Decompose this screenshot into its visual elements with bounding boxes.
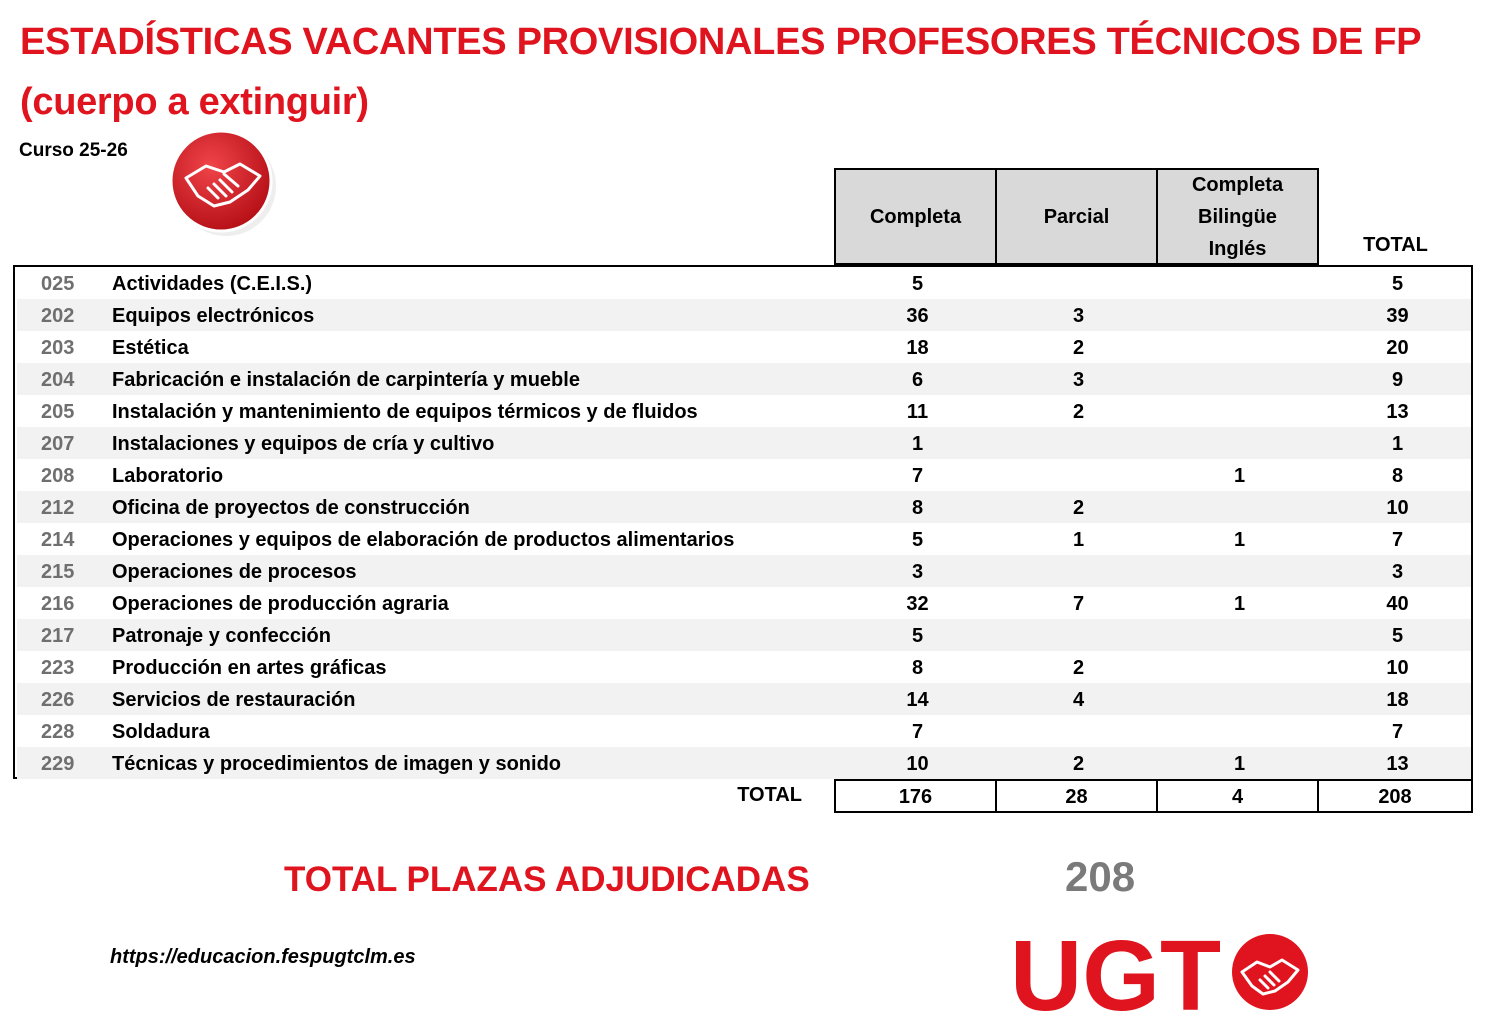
row-code: 208 <box>41 465 75 487</box>
header-completa: Completa <box>834 168 997 265</box>
row-code: 214 <box>41 529 75 551</box>
header-total: TOTAL <box>1363 234 1428 256</box>
cell-completa: 5 <box>911 625 924 647</box>
row-name: Fabricación e instalación de carpintería y mueble <box>112 369 580 391</box>
total-completa: 176 <box>834 779 997 813</box>
cell-completa: 14 <box>906 689 929 711</box>
table-row <box>17 267 1471 299</box>
cell-completa: 7 <box>911 465 924 487</box>
table-row <box>17 619 1471 651</box>
cell-total: 10 <box>1386 497 1409 519</box>
header-parcial: Parcial <box>995 168 1158 265</box>
table-row <box>17 587 1471 619</box>
table-row <box>17 715 1471 747</box>
cell-total: 18 <box>1386 689 1409 711</box>
row-name: Técnicas y procedimientos de imagen y sonido <box>112 753 562 775</box>
cell-parcial: 2 <box>1072 401 1085 423</box>
cell-completa: 8 <box>911 657 924 679</box>
row-name: Laboratorio <box>112 465 224 487</box>
row-name: Instalaciones y equipos de cría y cultivo <box>112 433 495 455</box>
page-title <box>20 12 1460 132</box>
table-row <box>17 491 1471 523</box>
cell-completa: 3 <box>911 561 924 583</box>
row-code: 205 <box>41 401 75 423</box>
title-line-2: (cuerpo a extinguir) <box>20 81 369 123</box>
header-bilingue-line-1: Completa <box>1191 173 1284 196</box>
cell-bilingue: 1 <box>1233 753 1246 775</box>
cell-completa: 32 <box>906 593 929 615</box>
ugt-logo-text: UGT <box>1010 928 1222 1018</box>
cell-completa: 18 <box>906 337 929 359</box>
row-code: 025 <box>41 273 75 295</box>
row-name: Producción en artes gráficas <box>112 657 387 679</box>
table-row <box>17 331 1471 363</box>
cell-total: 1 <box>1391 433 1404 455</box>
row-name: Oficina de proyectos de construcción <box>112 497 470 519</box>
cell-parcial: 2 <box>1072 753 1085 775</box>
row-name: Instalación y mantenimiento de equipos térmicos y de fluidos <box>112 401 698 423</box>
row-name: Operaciones de producción agraria <box>112 593 449 615</box>
curso-label: Curso 25-26 <box>19 140 128 161</box>
row-code: 207 <box>41 433 75 455</box>
title-line-1: ESTADÍSTICAS VACANTES PROVISIONALES PROFESORES TÉCNICOS DE FP <box>20 21 1422 63</box>
row-code: 216 <box>41 593 75 615</box>
cell-completa: 11 <box>906 401 929 423</box>
cell-completa: 8 <box>911 497 924 519</box>
cell-parcial: 3 <box>1072 305 1085 327</box>
row-code: 212 <box>41 497 75 519</box>
cell-completa: 7 <box>911 721 924 743</box>
cell-total: 3 <box>1391 561 1404 583</box>
row-name: Operaciones y equipos de elaboración de productos alimentarios <box>112 529 735 551</box>
cell-total: 8 <box>1391 465 1404 487</box>
cell-total: 5 <box>1391 273 1404 295</box>
handshake-icon <box>168 128 278 238</box>
row-code: 203 <box>41 337 75 359</box>
cell-total: 7 <box>1391 721 1404 743</box>
cell-parcial: 3 <box>1072 369 1085 391</box>
cell-total: 10 <box>1386 657 1409 679</box>
cell-parcial: 7 <box>1072 593 1085 615</box>
table-row <box>17 747 1471 779</box>
totals-label: TOTAL <box>737 784 802 806</box>
row-code: 204 <box>41 369 75 391</box>
header-bilingue <box>1156 168 1319 265</box>
summary-value: 208 <box>1065 853 1136 900</box>
row-name: Estética <box>112 337 189 359</box>
cell-parcial: 2 <box>1072 497 1085 519</box>
cell-total: 13 <box>1386 753 1409 775</box>
website-link[interactable]: https://educacion.fespugtclm.es <box>110 946 416 968</box>
row-code: 228 <box>41 721 75 743</box>
cell-bilingue: 1 <box>1233 593 1246 615</box>
row-name: Actividades (C.E.I.S.) <box>112 273 313 295</box>
cell-parcial: 4 <box>1072 689 1085 711</box>
cell-bilingue: 1 <box>1233 465 1246 487</box>
table-row <box>17 395 1471 427</box>
table-row <box>17 555 1471 587</box>
cell-bilingue: 1 <box>1233 529 1246 551</box>
row-code: 217 <box>41 625 75 647</box>
row-code: 215 <box>41 561 75 583</box>
table-row <box>17 651 1471 683</box>
total-general: 208 <box>1317 779 1473 813</box>
cell-total: 40 <box>1386 593 1409 615</box>
table-row <box>17 363 1471 395</box>
cell-parcial: 2 <box>1072 337 1085 359</box>
cell-completa: 10 <box>906 753 929 775</box>
cell-total: 39 <box>1386 305 1409 327</box>
ugt-logo <box>1010 928 1320 1018</box>
row-name: Equipos electrónicos <box>112 305 315 327</box>
cell-total: 7 <box>1391 529 1404 551</box>
cell-completa: 5 <box>911 273 924 295</box>
table-row <box>17 523 1471 555</box>
row-name: Soldadura <box>112 721 210 743</box>
row-name: Operaciones de procesos <box>112 561 357 583</box>
row-name: Patronaje y confección <box>112 625 331 647</box>
summary-label: TOTAL PLAZAS ADJUDICADAS <box>284 860 810 899</box>
row-code: 226 <box>41 689 75 711</box>
header-bilingue-line-3: Inglés <box>1208 237 1267 260</box>
row-code: 202 <box>41 305 75 327</box>
row-code: 229 <box>41 753 75 775</box>
table-row <box>17 299 1471 331</box>
cell-total: 13 <box>1386 401 1409 423</box>
row-code: 223 <box>41 657 75 679</box>
cell-total: 5 <box>1391 625 1404 647</box>
cell-total: 20 <box>1386 337 1409 359</box>
row-name: Servicios de restauración <box>112 689 356 711</box>
cell-parcial: 2 <box>1072 657 1085 679</box>
total-parcial: 28 <box>995 779 1158 813</box>
cell-completa: 6 <box>911 369 924 391</box>
table-row <box>17 427 1471 459</box>
cell-completa: 1 <box>911 433 924 455</box>
table-row <box>17 683 1471 715</box>
cell-completa: 5 <box>911 529 924 551</box>
vacancies-table <box>13 265 1473 779</box>
header-bilingue-line-2: Bilingüe <box>1198 205 1277 228</box>
handshake-icon <box>1232 934 1308 1010</box>
table-row <box>17 459 1471 491</box>
cell-total: 9 <box>1391 369 1404 391</box>
cell-completa: 36 <box>906 305 929 327</box>
total-bilingue: 4 <box>1156 779 1319 813</box>
cell-parcial: 1 <box>1072 529 1085 551</box>
